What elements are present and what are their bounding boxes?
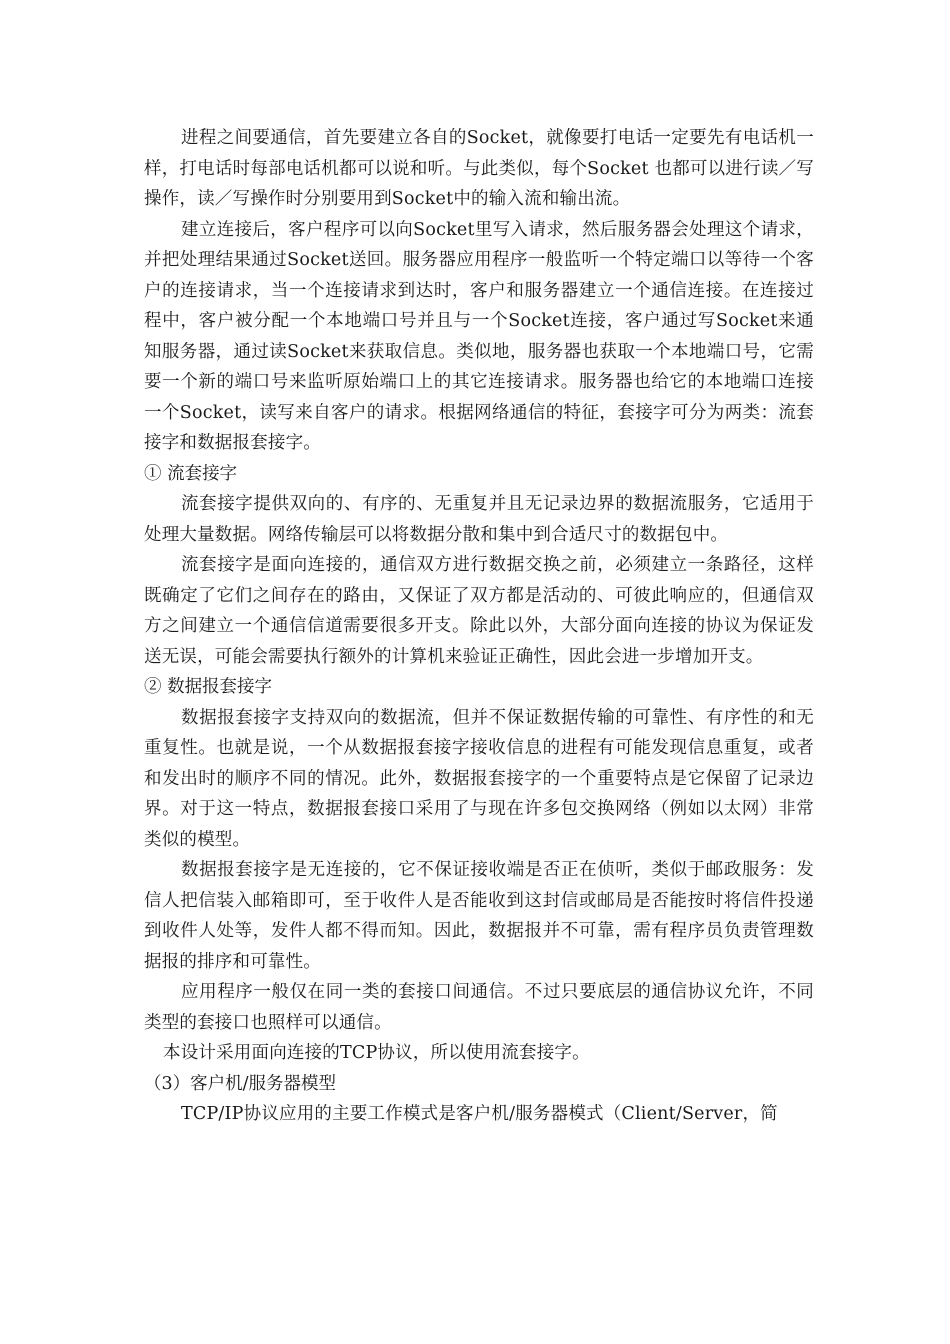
paragraph-socket-intro: 进程之间要通信，首先要建立各自的Socket，就像要打电话一定要先有电话机一样，打电话时每部电话机都可以说和听。与此类似，每个Socket 也都可以进行读／写操作，读／写操作时分别要用到Socket中的输入流和输出流。 bbox=[144, 128, 814, 209]
paragraph-design-choice: 本设计采用面向连接的TCP协议，所以使用流套接字。 bbox=[163, 1043, 590, 1063]
paragraph-stream-socket-connection: 流套接字是面向连接的，通信双方进行数据交换之前，必须建立一条路径，这样既确定了它们之间存在的路由，又保证了双方都是活动的、可彼此响应的，但通信双方之间建立一个通信信道需要很多开支。除此以外，大部分面向连接的协议为保证发送无误，可能会需要执行额外的计算机来验证正确性，因此会进一步增加开支。 bbox=[144, 555, 814, 667]
document-page bbox=[144, 123, 814, 1130]
heading-stream-socket: ① 流套接字 bbox=[144, 463, 238, 484]
paragraph-datagram-connectionless: 数据报套接字是无连接的，它不保证接收端是否正在侦听，类似于邮政服务：发信人把信装入邮箱即可，至于收件人是否能收到这封信或邮局是否能按时将信件投递到收件人处等，发件人都不得而知。因此，数据报并不可靠，需有程序员负责管理数据报的排序和可靠性。 bbox=[144, 860, 814, 972]
paragraph-connection-process: 建立连接后，客户程序可以向Socket里写入请求，然后服务器会处理这个请求，并把处理结果通过Socket送回。服务器应用程序一般监听一个特定端口以等待一个客户的连接请求，当一个连接请求到达时，客户和服务器建立一个通信连接。在连接过程中，客户被分配一个本地端口号并且与一个Socket连接，客户通过写Socket来通知服务器，通过读Socket来获取信息。类似地，服务器也获取一个本地端口号，它需要一个新的端口号来监听原始端口上的其它连接请求。服务器也给它的本地端口连接一个Socket，读写来自客户的请求。根据网络通信的特征，套接字可分为两类：流套接字和数据报套接字。 bbox=[144, 219, 814, 453]
paragraph-same-type-communication: 应用程序一般仅在同一类的套接口间通信。不过只要底层的通信协议允许，不同类型的套接口也照样可以通信。 bbox=[144, 982, 814, 1033]
heading-datagram-socket: ② 数据报套接字 bbox=[144, 677, 273, 697]
paragraph-stream-socket-desc: 流套接字提供双向的、有序的、无重复并且无记录边界的数据流服务，它适用于处理大量数据。网络传输层可以将数据分散和集中到合适尺寸的数据包中。 bbox=[144, 494, 814, 545]
paragraph-datagram-socket-desc: 数据报套接字支持双向的数据流，但并不保证数据传输的可靠性、有序性的和无重复性。也就是说，一个从数据报套接字接收信息的进程有可能发现信息重复，或者和发出时的顺序不同的情况。此外，数据报套接字的一个重要特点是它保留了记录边界。对于这一特点，数据报套接口采用了与现在许多包交换网络（例如以太网）非常类似的模型。 bbox=[144, 707, 814, 850]
heading-client-server-model: （3）客户机/服务器模型 bbox=[144, 1073, 337, 1094]
paragraph-client-server-intro: TCP/IP协议应用的主要工作模式是客户机/服务器模式（Client/Server，简 bbox=[181, 1104, 778, 1124]
